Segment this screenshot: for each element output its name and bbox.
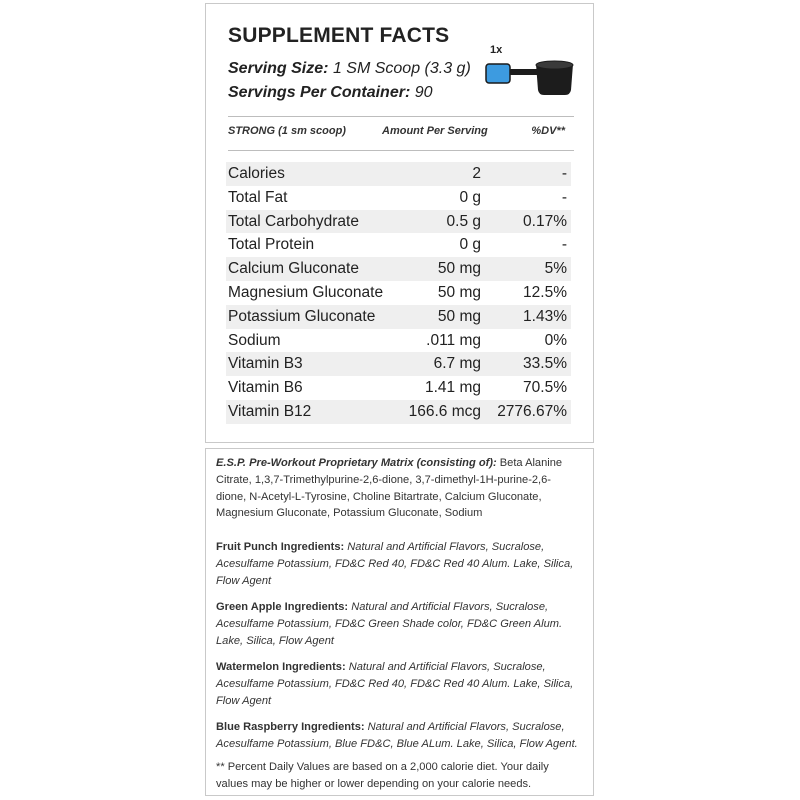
flavor-text: Natural and Artificial Flavors, Sucralose, Acesulfame Potassium, FD&C Red 40, FD&C Red 40 Alum. Lake, Silica, Flow Agent — [216, 661, 574, 707]
nutrient-dv: 0% — [544, 331, 567, 349]
matrix-text: Beta Alanine Citrate, 1,3,7-Trimethylpurine-2,6-dione, 3,7-dimethyl-1H-purine-2,6-dione, N-Acetyl-L-Tyrosine, Choline Bitartrate, Calcium Gluconate, Magnesium Gluconate, Potassium Gluconate, Sodium — [216, 457, 563, 520]
nutrient-table — [226, 162, 571, 424]
nutrient-amount: 6.7 mg — [433, 355, 481, 373]
serving-size-label: Serving Size: — [228, 60, 329, 77]
header-dose: STRONG (1 sm scoop) — [228, 125, 346, 137]
nutrient-amount: 0 g — [459, 188, 481, 206]
nutrient-row — [226, 329, 571, 353]
nutrient-dv: - — [561, 236, 567, 254]
flavor-ingredients-watermelon — [216, 659, 581, 709]
nutrient-name: Sodium — [228, 331, 281, 349]
nutrient-row — [226, 186, 571, 210]
nutrient-amount: 0 g — [459, 236, 481, 254]
nutrient-row — [226, 210, 571, 234]
nutrient-amount: 50 mg — [437, 260, 481, 278]
matrix-label: E.S.P. Pre-Workout Proprietary Matrix (consisting of): — [216, 457, 497, 469]
daily-value-footnote: ** Percent Daily Values are based on a 2,000 calorie diet. Your daily values may be higher or lower depending on your calorie needs. — [216, 761, 549, 790]
header-daily-value: %DV** — [531, 125, 565, 137]
header-amount: Amount Per Serving — [382, 125, 488, 137]
nutrient-dv: - — [561, 165, 567, 182]
supplement-facts-panel — [205, 3, 594, 443]
nutrient-dv: - — [561, 188, 567, 206]
facts-title: SUPPLEMENT FACTS — [228, 24, 450, 47]
nutrient-amount: 50 mg — [437, 307, 481, 325]
serving-size-value: 1 SM Scoop (3.3 g) — [332, 60, 471, 77]
nutrient-amount: 1.41 mg — [424, 379, 481, 397]
flavor-label: Green Apple Ingredients: — [216, 601, 349, 613]
nutrient-name: Calories — [228, 165, 285, 182]
nutrient-name: Vitamin B12 — [228, 402, 312, 420]
header-bottom-rule — [228, 150, 574, 151]
serving-size — [228, 60, 471, 78]
nutrient-dv: 12.5% — [523, 283, 567, 301]
servings-per-container — [228, 84, 433, 102]
flavor-label: Blue Raspberry Ingredients: — [216, 721, 365, 733]
nutrient-name: Total Carbohydrate — [228, 212, 359, 230]
nutrient-name: Total Fat — [228, 188, 288, 206]
nutrient-amount: 2 — [472, 165, 481, 182]
servings-per-value: 90 — [414, 84, 433, 101]
nutrient-row — [226, 352, 571, 376]
nutrient-row — [226, 400, 571, 424]
nutrient-amount: .011 mg — [426, 331, 481, 349]
nutrient-row — [226, 281, 571, 305]
flavor-text: Natural and Artificial Flavors, Sucralose, Acesulfame Potassium, FD&C Green Shade color, FD&C Green Alum. Lake, Silica, Flow Agent — [216, 601, 563, 647]
nutrient-dv: 2776.67% — [497, 402, 567, 420]
nutrient-name: Calcium Gluconate — [228, 260, 359, 278]
flavor-ingredients-green-apple — [216, 599, 581, 649]
nutrient-row — [226, 376, 571, 400]
flavor-label: Fruit Punch Ingredients: — [216, 541, 345, 553]
nutrient-dv: 70.5% — [523, 379, 567, 397]
nutrient-dv: 1.43% — [523, 307, 567, 325]
nutrient-row — [226, 305, 571, 329]
nutrient-amount: 166.6 mcg — [408, 402, 481, 420]
header-top-rule — [228, 116, 574, 117]
scoop-count-label: 1x — [490, 44, 503, 56]
nutrient-name: Total Protein — [228, 236, 315, 254]
flavor-ingredients-blue-raspberry — [216, 719, 581, 753]
flavor-label: Watermelon Ingredients: — [216, 661, 346, 673]
nutrient-row — [226, 233, 571, 257]
nutrient-row — [226, 162, 571, 186]
flavor-text: Natural and Artificial Flavors, Sucralose, Acesulfame Potassium, Blue FD&C, Blue ALum. Lake, Silica, Flow Agent. — [216, 721, 578, 750]
nutrient-name: Vitamin B3 — [228, 355, 303, 373]
flavor-ingredients-fruit-punch — [216, 539, 581, 589]
nutrient-row — [226, 257, 571, 281]
nutrient-dv: 5% — [544, 260, 567, 278]
nutrient-amount: 50 mg — [437, 283, 481, 301]
ingredients-panel — [205, 448, 594, 796]
nutrient-amount: 0.5 g — [446, 212, 481, 230]
scoop-illustration — [482, 44, 582, 100]
nutrient-name: Vitamin B6 — [228, 379, 303, 397]
nutrient-dv: 0.17% — [523, 212, 567, 230]
servings-per-label: Servings Per Container: — [228, 84, 411, 101]
proprietary-matrix — [216, 455, 581, 522]
nutrient-name: Potassium Gluconate — [228, 307, 376, 325]
flavor-text: Natural and Artificial Flavors, Sucralose, Acesulfame Potassium, FD&C Red 40, FD&C Red 40 Alum. Lake, Silica, Flow Agent — [216, 541, 574, 587]
nutrient-name: Magnesium Gluconate — [228, 283, 384, 301]
nutrient-dv: 33.5% — [523, 355, 567, 373]
